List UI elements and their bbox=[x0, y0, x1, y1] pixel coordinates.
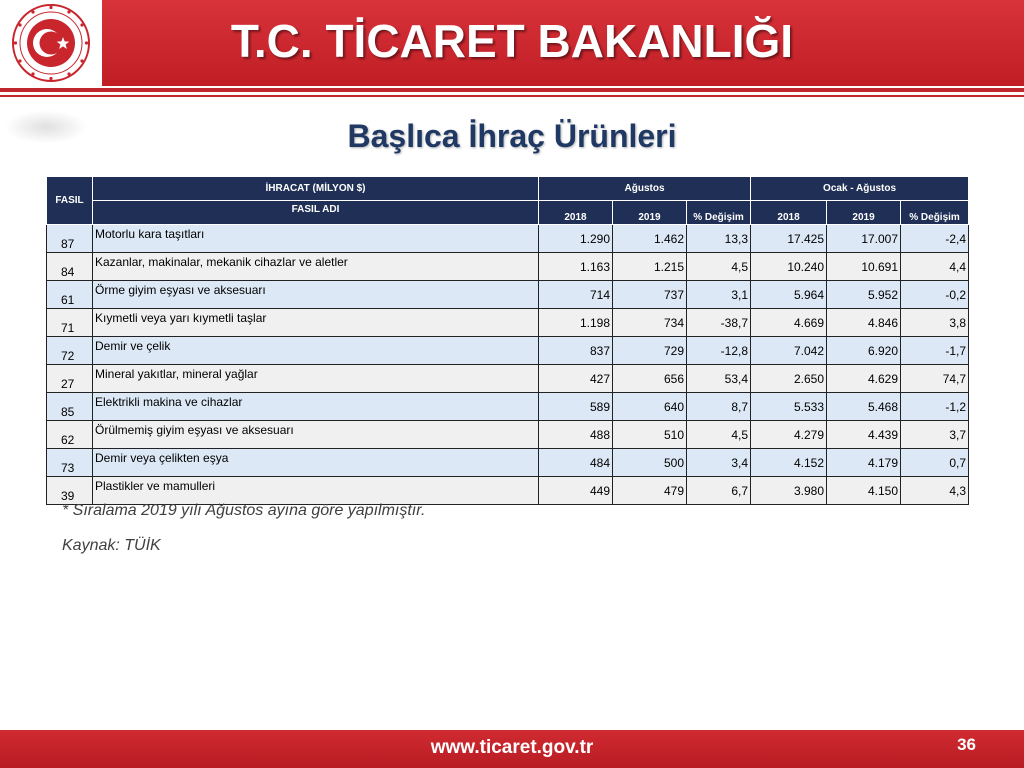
row-aug-2018: 589 bbox=[539, 393, 613, 421]
row-ytd-change: 3,8 bbox=[901, 309, 969, 337]
row-aug-2019: 734 bbox=[613, 309, 687, 337]
row-ytd-2019: 6.920 bbox=[827, 337, 901, 365]
row-aug-2019: 656 bbox=[613, 365, 687, 393]
row-code: 73 bbox=[47, 449, 93, 477]
row-aug-2018: 714 bbox=[539, 281, 613, 309]
row-aug-2019: 1.215 bbox=[613, 253, 687, 281]
export-table bbox=[46, 176, 969, 505]
table-row bbox=[47, 225, 969, 253]
col-ytd-2018-header: 2018 bbox=[751, 201, 827, 225]
row-aug-2019: 737 bbox=[613, 281, 687, 309]
table-row bbox=[47, 421, 969, 449]
row-name: Örme giyim eşyası ve aksesuarı bbox=[93, 281, 539, 309]
row-code: 72 bbox=[47, 337, 93, 365]
row-code: 84 bbox=[47, 253, 93, 281]
row-ytd-2019: 4.629 bbox=[827, 365, 901, 393]
table-row bbox=[47, 281, 969, 309]
row-code: 85 bbox=[47, 393, 93, 421]
row-aug-change: 13,3 bbox=[687, 225, 751, 253]
row-aug-change: 4,5 bbox=[687, 253, 751, 281]
row-aug-2018: 484 bbox=[539, 449, 613, 477]
row-aug-2019: 500 bbox=[613, 449, 687, 477]
row-ytd-2019: 17.007 bbox=[827, 225, 901, 253]
col-aug-2018-header: 2018 bbox=[539, 201, 613, 225]
row-ytd-2018: 4.152 bbox=[751, 449, 827, 477]
row-aug-2018: 1.290 bbox=[539, 225, 613, 253]
ranking-note: * Sıralama 2019 yılı Ağustos ayına göre yapılmıştır. bbox=[62, 502, 426, 519]
row-ytd-2018: 5.964 bbox=[751, 281, 827, 309]
col-aug-2019-header: 2019 bbox=[613, 201, 687, 225]
row-ytd-change: 0,7 bbox=[901, 449, 969, 477]
row-code: 61 bbox=[47, 281, 93, 309]
row-code: 39 bbox=[47, 477, 93, 505]
row-ytd-change: -2,4 bbox=[901, 225, 969, 253]
row-ytd-2019: 4.150 bbox=[827, 477, 901, 505]
table-row bbox=[47, 337, 969, 365]
row-aug-change: 3,4 bbox=[687, 449, 751, 477]
header-divider bbox=[0, 88, 1024, 92]
row-aug-change: 4,5 bbox=[687, 421, 751, 449]
table-row bbox=[47, 449, 969, 477]
row-aug-2019: 729 bbox=[613, 337, 687, 365]
row-ytd-change: 4,3 bbox=[901, 477, 969, 505]
row-aug-2018: 837 bbox=[539, 337, 613, 365]
table-row bbox=[47, 477, 969, 505]
section-subtitle: Başlıca İhraç Ürünleri bbox=[347, 118, 677, 154]
row-aug-2019: 1.462 bbox=[613, 225, 687, 253]
row-ytd-change: -1,2 bbox=[901, 393, 969, 421]
row-ytd-change: 4,4 bbox=[901, 253, 969, 281]
row-name: Elektrikli makina ve cihazlar bbox=[93, 393, 539, 421]
row-ytd-2019: 5.952 bbox=[827, 281, 901, 309]
row-aug-2018: 1.198 bbox=[539, 309, 613, 337]
row-name: Plastikler ve mamulleri bbox=[93, 477, 539, 505]
row-name: Örülmemiş giyim eşyası ve aksesuarı bbox=[93, 421, 539, 449]
row-aug-2018: 449 bbox=[539, 477, 613, 505]
row-ytd-2019: 5.468 bbox=[827, 393, 901, 421]
table-row bbox=[47, 365, 969, 393]
header-divider-thin bbox=[0, 95, 1024, 97]
row-name: Mineral yakıtlar, mineral yağlar bbox=[93, 365, 539, 393]
row-ytd-2019: 4.439 bbox=[827, 421, 901, 449]
source-note: Kaynak: TÜİK bbox=[62, 537, 161, 554]
row-ytd-2018: 3.980 bbox=[751, 477, 827, 505]
row-ytd-2018: 4.669 bbox=[751, 309, 827, 337]
row-aug-change: 53,4 bbox=[687, 365, 751, 393]
row-ytd-2018: 10.240 bbox=[751, 253, 827, 281]
col-ytd-2019-header: 2019 bbox=[827, 201, 901, 225]
row-aug-2018: 1.163 bbox=[539, 253, 613, 281]
ihracat-header: İHRACAT (MİLYON $) bbox=[93, 177, 539, 201]
row-aug-2018: 427 bbox=[539, 365, 613, 393]
row-aug-2019: 479 bbox=[613, 477, 687, 505]
row-aug-change: -12,8 bbox=[687, 337, 751, 365]
fasil-header: FASIL bbox=[47, 177, 93, 225]
row-code: 62 bbox=[47, 421, 93, 449]
table-row bbox=[47, 393, 969, 421]
row-aug-change: 6,7 bbox=[687, 477, 751, 505]
row-name: Motorlu kara taşıtları bbox=[93, 225, 539, 253]
row-ytd-2019: 4.846 bbox=[827, 309, 901, 337]
row-aug-change: 8,7 bbox=[687, 393, 751, 421]
row-aug-change: 3,1 bbox=[687, 281, 751, 309]
row-name: Kazanlar, makinalar, mekanik cihazlar ve aletler bbox=[93, 253, 539, 281]
row-ytd-2018: 17.425 bbox=[751, 225, 827, 253]
row-ytd-2018: 7.042 bbox=[751, 337, 827, 365]
col-aug-change-header: % Değişim bbox=[687, 201, 751, 225]
row-ytd-2019: 10.691 bbox=[827, 253, 901, 281]
page-title: T.C. TİCARET BAKANLIĞI bbox=[230, 15, 794, 67]
row-code: 27 bbox=[47, 365, 93, 393]
row-ytd-2018: 2.650 bbox=[751, 365, 827, 393]
row-ytd-change: -1,7 bbox=[901, 337, 969, 365]
fasil-adi-header: FASIL ADI bbox=[93, 201, 539, 225]
row-ytd-2018: 5.533 bbox=[751, 393, 827, 421]
table-row bbox=[47, 253, 969, 281]
row-ytd-2019: 4.179 bbox=[827, 449, 901, 477]
ocak-agustos-group-header: Ocak - Ağustos bbox=[751, 177, 969, 201]
row-ytd-change: 74,7 bbox=[901, 365, 969, 393]
row-code: 87 bbox=[47, 225, 93, 253]
row-ytd-2018: 4.279 bbox=[751, 421, 827, 449]
row-name: Kıymetli veya yarı kıymetli taşlar bbox=[93, 309, 539, 337]
col-ytd-change-header: % Değişim bbox=[901, 201, 969, 225]
table-row bbox=[47, 309, 969, 337]
row-code: 71 bbox=[47, 309, 93, 337]
agustos-group-header: Ağustos bbox=[539, 177, 751, 201]
row-aug-2019: 510 bbox=[613, 421, 687, 449]
footer-url[interactable]: www.ticaret.gov.tr bbox=[430, 737, 594, 758]
row-ytd-change: -0,2 bbox=[901, 281, 969, 309]
row-name: Demir veya çelikten eşya bbox=[93, 449, 539, 477]
row-aug-change: -38,7 bbox=[687, 309, 751, 337]
row-aug-2019: 640 bbox=[613, 393, 687, 421]
row-aug-2018: 488 bbox=[539, 421, 613, 449]
row-ytd-change: 3,7 bbox=[901, 421, 969, 449]
page-number: 36 bbox=[957, 735, 976, 754]
row-name: Demir ve çelik bbox=[93, 337, 539, 365]
